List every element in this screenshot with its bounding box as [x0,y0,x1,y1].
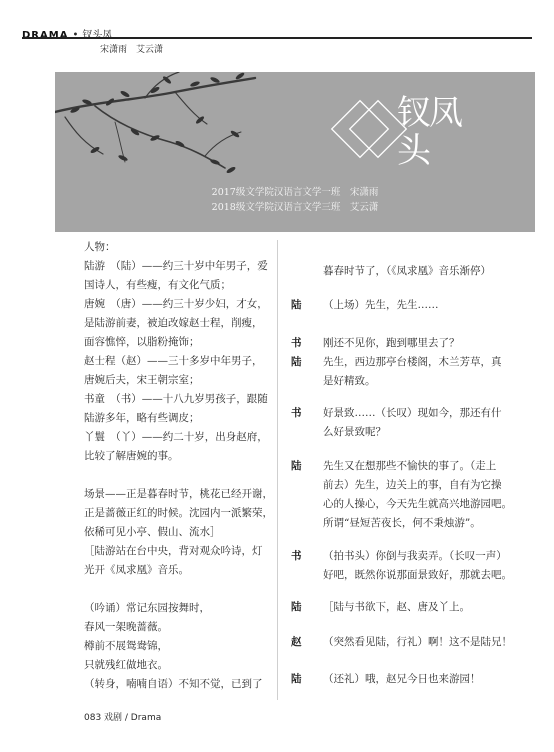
blank-line [84,466,272,485]
speaker-label: 书 [291,550,302,562]
calligraphy-title: 钗凤头 [397,93,461,171]
column-divider [277,240,278,700]
blank-line [84,580,272,599]
speaker-label: 陆 [291,460,302,472]
page-footer: 083 戏剧 / Drama [84,713,162,723]
text-line: 正是蔷薇正红的时候。沈园内一派繁荣， [84,507,273,519]
dialogue-line: （突然看见陆，行礼）啊！这不是陆兄！ [323,636,512,648]
text-line: 春风一架晚蔷薇。 [84,621,168,633]
header-separator: • [72,30,79,41]
byline: 宋潇雨 艾云潇 [100,45,164,55]
dialogue-line: 心的人操心，今天先生就高兴地游园吧。 [323,498,512,510]
dialogue-line: 好景致……（长叹）现如今，那还有什 [323,407,502,419]
dialogue-line: 刚还不见你，跑到哪里去了？ [323,337,460,349]
left-text-column [84,238,272,694]
speaker-label: 陆 [291,601,302,613]
text-line: 书童 （书）——十八九岁男孩子，跟随 [84,393,268,405]
text-line: 场景——正是暮春时节，桃花已经开谢， [84,488,273,500]
dialogue-line: 先生又在想那些不愉快的事了。（走上 [323,460,497,472]
text-line: 人物： [84,241,116,253]
dialogue-text [323,404,502,442]
text-line: 依稀可见小亭、假山、流水］ [84,526,221,538]
dialogue-text [323,598,470,617]
dialogue-line: （拍书头）你倒与我卖弄。（长叹一声） [323,550,507,562]
speaker-label: 书 [291,407,302,419]
text-line: 比较了解唐婉的事。 [84,450,179,462]
dialogue-line: 么好景致呢？ [323,426,386,438]
text-line: （转身，喃喃自语）不知不觉，已到了 [84,678,263,690]
speaker-label: 陆 [291,356,302,368]
text-line: 只就残红做地衣。 [84,659,168,671]
text-line: 唐婉 （唐）——约三十岁少妇，才女， [84,298,268,310]
text-line: 陆游 （陆）——约三十岁中年男子，爱 [84,260,268,272]
text-line: 唐婉后夫，宋王朝宗室； [84,374,200,386]
dialogue-text [323,353,502,391]
dialogue-text [323,262,491,281]
speaker-label: 书 [291,337,302,349]
text-line: （吟诵）常记东园按舞时， [84,602,210,614]
text-line: ［陆游站在台中央，背对观众吟诗，灯 [84,545,263,557]
dialogue-line: 先生，西边那亭台楼阁，木兰芳草，真 [323,356,502,368]
text-line: 是陆游前妻，被迫改嫁赵士程，削瘦， [84,317,263,329]
diamond-motif [332,101,407,158]
dialogue-line: 前去）先生，边关上的事，自有为它操 [323,479,502,491]
text-line: 樽前不展鸳鸯锦， [84,640,168,652]
text-line: 赵士程（赵）——三十多岁中年男子， [84,355,263,367]
credit-line-2: 2018级文学院汉语言文学三班 艾云潇 [211,202,379,213]
text-line: 丫鬟 （丫）——约二十岁，出身赵府， [84,431,268,443]
credit-line-1: 2017级文学院汉语言文学一班 宋潇雨 [211,187,379,198]
text-line: 陆游多年，略有些调皮； [84,412,200,424]
dialogue-line: 好吧，既然你说那面景致好，那就去吧。 [323,569,512,581]
text-line: 面容憔悴，以脂粉掩饰； [84,336,200,348]
dialogue-text [323,296,439,315]
header-rule [22,37,532,39]
dialogue-text [323,547,512,585]
dialogue-line: （上场）先生，先生…… [323,299,439,311]
speaker-label: 赵 [291,636,302,648]
leaf-cluster [70,72,246,174]
dialogue-line: 是好精致。 [323,375,376,387]
dialogue-text [323,670,481,689]
dialogue-line: ［陆与书欲下，赵、唐及丫上。 [323,601,470,613]
dialogue-text [323,334,460,353]
speaker-label: 陆 [291,673,302,685]
section-title: 钗头凤 [82,30,113,41]
dialogue-line: 暮春时节了，（《凤求凰》音乐渐停） [323,265,491,277]
dialogue-text [323,457,512,533]
speaker-label: 陆 [291,299,302,311]
dialogue-text [323,633,512,652]
magazine-brand: DRAMA [22,30,69,41]
title-banner [55,72,535,232]
dialogue-line: （还礼）哦，赵兄今日也来游园！ [323,673,481,685]
text-line: 光开《凤求凰》音乐。 [84,564,189,576]
text-line: 国诗人，有些瘦，有文化气质； [84,279,231,291]
dialogue-line: 所谓“昼短苦夜长，何不秉烛游”。 [323,517,481,529]
